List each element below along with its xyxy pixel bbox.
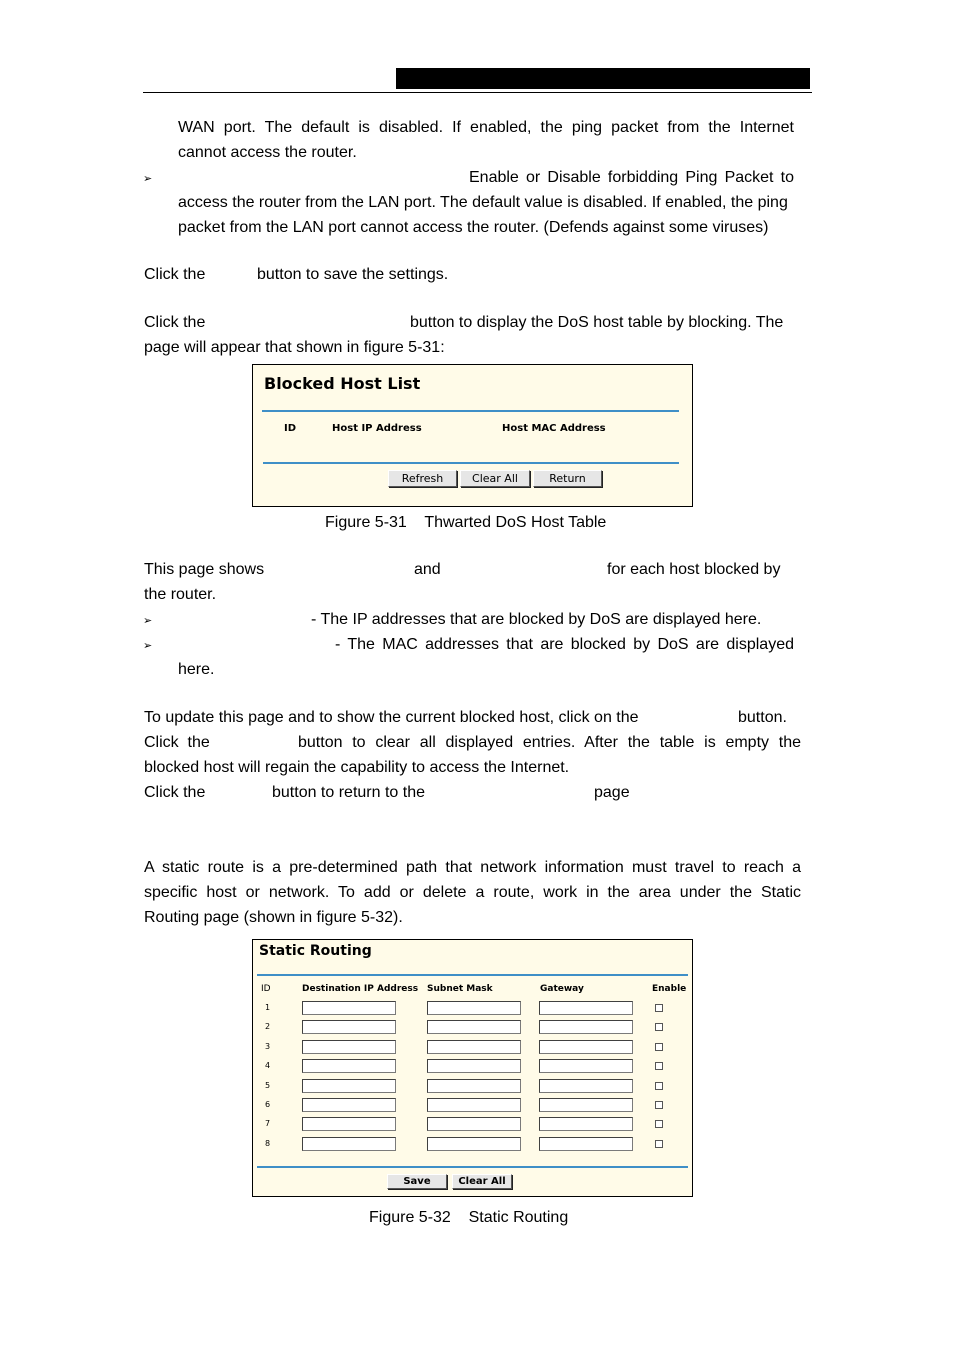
title-rule bbox=[262, 410, 679, 412]
subnet-mask-input[interactable] bbox=[427, 1137, 521, 1151]
column-id: ID bbox=[284, 423, 297, 434]
subnet-mask-input[interactable] bbox=[427, 1001, 521, 1015]
row-id: 4 bbox=[265, 1061, 271, 1071]
subnet-mask-input[interactable] bbox=[427, 1040, 521, 1054]
enable-checkbox[interactable] bbox=[655, 1062, 663, 1070]
static-routing-title: Static Routing bbox=[259, 943, 372, 959]
row-id: 2 bbox=[265, 1022, 271, 1032]
clear-all-button[interactable]: Clear All bbox=[452, 1174, 512, 1189]
update-line-part2: button. bbox=[738, 709, 787, 726]
shows-line-part1: This page shows bbox=[144, 561, 265, 578]
destination-ip-input[interactable] bbox=[302, 1059, 396, 1073]
para1-line2: cannot access the router. bbox=[178, 144, 357, 161]
dos-line-part2: button to display the DoS host table by blocking. The bbox=[410, 314, 784, 331]
enable-checkbox[interactable] bbox=[655, 1120, 663, 1128]
column-gateway: Gateway bbox=[540, 984, 584, 994]
gateway-input[interactable] bbox=[539, 1117, 633, 1131]
return-button[interactable]: Return bbox=[533, 470, 602, 487]
shows-line-2: the router. bbox=[144, 586, 217, 603]
subnet-mask-input[interactable] bbox=[427, 1098, 521, 1112]
save-button[interactable]: Save bbox=[387, 1174, 447, 1189]
row-id: 5 bbox=[265, 1080, 271, 1090]
dos-line-2: page will appear that shown in figure 5-31: bbox=[144, 339, 445, 356]
bullet-icon: ➢ bbox=[143, 615, 153, 627]
column-enable: Enable bbox=[652, 984, 687, 994]
destination-ip-input[interactable] bbox=[302, 1001, 396, 1015]
subnet-mask-input[interactable] bbox=[427, 1079, 521, 1093]
figure-532-caption: Figure 5-32 Static Routing bbox=[369, 1209, 569, 1226]
clear-line-2: blocked host will regain the capability to access the Internet. bbox=[144, 759, 570, 776]
update-line-part1: To update this page and to show the current blocked host, click on the bbox=[144, 709, 639, 726]
save-line-part2: button to save the settings. bbox=[257, 266, 449, 283]
save-line-part1: Click the bbox=[144, 266, 206, 283]
column-id: ID bbox=[261, 984, 271, 994]
destination-ip-input[interactable] bbox=[302, 1020, 396, 1034]
shows-line-part2: and bbox=[414, 561, 441, 578]
static-line1: A static route is a pre-determined path that network information must travel to reach a bbox=[144, 859, 801, 876]
dos-line-part1: Click the bbox=[144, 314, 206, 331]
bullet-icon: ➢ bbox=[143, 640, 153, 652]
clear-all-button[interactable]: Clear All bbox=[460, 470, 530, 487]
column-subnet-mask: Subnet Mask bbox=[427, 984, 493, 994]
gateway-input[interactable] bbox=[539, 1079, 633, 1093]
return-line-part2: button to return to the bbox=[272, 784, 425, 801]
static-line2: specific host or network. To add or delete a route, work in the area under the Static bbox=[144, 884, 801, 901]
header-bar bbox=[396, 68, 810, 89]
destination-ip-input[interactable] bbox=[302, 1040, 396, 1054]
clear-line-part1: Click the bbox=[144, 734, 210, 751]
enable-checkbox[interactable] bbox=[655, 1043, 663, 1051]
enable-checkbox[interactable] bbox=[655, 1101, 663, 1109]
para2-line1: Enable or Disable forbidding Ping Packet to bbox=[469, 169, 794, 186]
bullet-icon: ➢ bbox=[143, 173, 153, 185]
gateway-input[interactable] bbox=[539, 1098, 633, 1112]
gateway-input[interactable] bbox=[539, 1059, 633, 1073]
subnet-mask-input[interactable] bbox=[427, 1020, 521, 1034]
figure-531-caption: Figure 5-31 Thwarted DoS Host Table bbox=[325, 514, 607, 531]
row-id: 1 bbox=[265, 1003, 271, 1012]
gateway-input[interactable] bbox=[539, 1040, 633, 1054]
para2-line3: packet from the LAN port cannot access the router. (Defends against some viruses) bbox=[178, 219, 769, 236]
column-host-mac: Host MAC Address bbox=[502, 423, 606, 434]
enable-checkbox[interactable] bbox=[655, 1023, 663, 1031]
para1-line1: WAN port. The default is disabled. If enabled, the ping packet from the Internet bbox=[178, 119, 794, 136]
row-id: 3 bbox=[265, 1041, 271, 1051]
enable-checkbox[interactable] bbox=[655, 1004, 663, 1012]
refresh-button[interactable]: Refresh bbox=[388, 470, 457, 487]
column-host-ip: Host IP Address bbox=[332, 423, 422, 434]
row-id: 7 bbox=[265, 1119, 271, 1129]
destination-ip-input[interactable] bbox=[302, 1137, 396, 1151]
enable-checkbox[interactable] bbox=[655, 1140, 663, 1148]
shows-line-part3: for each host blocked by bbox=[607, 561, 781, 578]
static-routing-panel bbox=[252, 939, 693, 1197]
ip-bullet-text: - The IP addresses that are blocked by DoS are displayed here. bbox=[311, 611, 762, 628]
static-line3: Routing page (shown in figure 5-32). bbox=[144, 909, 403, 926]
mac-bullet-text: - The MAC addresses that are blocked by DoS are displayed bbox=[335, 636, 794, 653]
return-line-part1: Click the bbox=[144, 784, 206, 801]
gateway-input[interactable] bbox=[539, 1020, 633, 1034]
mac-bullet-line2: here. bbox=[178, 661, 215, 678]
enable-checkbox[interactable] bbox=[655, 1082, 663, 1090]
header-rule bbox=[143, 92, 812, 93]
footer-rule bbox=[257, 1166, 688, 1168]
blocked-host-list-title: Blocked Host List bbox=[264, 374, 421, 393]
subnet-mask-input[interactable] bbox=[427, 1059, 521, 1073]
row-id: 6 bbox=[265, 1100, 271, 1109]
clear-line-part2: button to clear all displayed entries. After the table is empty the bbox=[298, 734, 801, 751]
column-destination: Destination IP Address bbox=[302, 984, 419, 994]
return-line-part3: page bbox=[594, 784, 630, 801]
row-id: 8 bbox=[265, 1138, 271, 1148]
gateway-input[interactable] bbox=[539, 1137, 633, 1151]
subnet-mask-input[interactable] bbox=[427, 1117, 521, 1131]
destination-ip-input[interactable] bbox=[302, 1098, 396, 1112]
title-rule bbox=[257, 974, 688, 976]
gateway-input[interactable] bbox=[539, 1001, 633, 1015]
destination-ip-input[interactable] bbox=[302, 1117, 396, 1131]
para2-line2: access the router from the LAN port. The default value is disabled. If enabled, the ping bbox=[178, 194, 788, 211]
blocked-host-list-panel bbox=[252, 364, 693, 507]
destination-ip-input[interactable] bbox=[302, 1079, 396, 1093]
footer-rule bbox=[263, 462, 679, 464]
